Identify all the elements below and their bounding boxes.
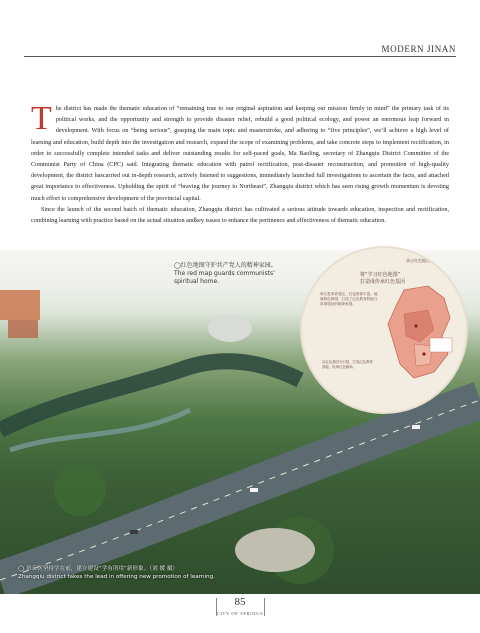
caption-top-en: The red map guards communists’ spiritual home.	[174, 270, 275, 285]
river-channel	[0, 361, 300, 430]
district-map-icon	[384, 284, 458, 384]
photo-caption-bottom	[18, 566, 318, 581]
car-shape	[130, 530, 138, 534]
car-shape	[250, 488, 258, 492]
tree-cluster	[54, 464, 106, 516]
photo-caption-top	[174, 262, 284, 286]
paragraph-1-text: he district has made the thematic education of “remaining true to our original aspiration and keeping our mission firmly in mind” the primary task of its political works, and the opportunity and strength to provide disaster relief, rebuild a good political ecology, and power an enormous leap forward in development. With focus on “being serious”, grasping the main topic and masterstroke, and adhering to “five principles”, we’ll achieve a high level of learning and education, build depth into the investigation and research, expand the scope of examining problems, and take concrete steps to implement rectification, in order to successfully complete intended tasks and deliver outstanding results for self-paced goals, Ma Baoling, secretary of Zhangqiu District Committee of the Communist Party of China (CPC) said. Integrating thematic education with patrol rectification, post-disaster reconstruction, and promotion of high-quality development, the district hascarried out in-depth research, actively listened to suggestions, immediately launched full investigations to ascertain the facts, and attached great importance to effectiveness. Upholding the spirit of “braving the journey to Northeast”, Zhangqiu district which has seen rising growth momentum is devoting much effort to comprehensive development of the provincial capital.	[31, 105, 449, 202]
red-map-inset	[302, 248, 466, 412]
article-paragraph-2: Since the launch of the second batch of thematic education, Zhangqiu district has cultivated a serious attitude towards education, inspection and rectification, combining learning with practice based on the actual situation andkey issues to enhance the pertinence and effectiveness of thematic education.	[31, 205, 449, 225]
building-shape	[0, 290, 40, 320]
inset-header: 章丘红色地图	[406, 258, 430, 263]
inset-subtitle-line: 打造成传承红色基因	[360, 279, 406, 285]
article-paragraph-1	[31, 100, 449, 204]
inset-note-text: 以红色基因为引领，打造红色教育基地，传承红色精神。	[322, 360, 373, 369]
caption-top-cn: ◯红色地图守护共产党人的精神家园。	[174, 262, 277, 269]
drop-cap: T	[31, 100, 52, 137]
page-number: 85	[234, 596, 246, 608]
building-shape	[8, 320, 38, 338]
caption-bottom-en: Zhangqiu district takes the lead in offering new promotion of learning.	[18, 573, 215, 580]
section-title: MODERN JINAN	[381, 44, 456, 54]
header-rule	[24, 56, 456, 57]
inset-title-line: 将“学习红色地图”	[360, 272, 401, 278]
plaza-circle	[208, 314, 252, 342]
publication-name: CITY OF SPRINGS	[216, 611, 264, 616]
car-shape	[412, 425, 420, 429]
caption-bottom-cn: ◯ 章丘区坚持学在前，建立建设“学有所用”新形象。（刘 媛 摄）	[18, 566, 179, 572]
inset-body-text: 章丘是革命老区，红色资源丰富，地域特色鲜明，打造了红色教育阵地与革命遗址的精神家园。	[320, 292, 378, 306]
article-body	[31, 100, 449, 226]
